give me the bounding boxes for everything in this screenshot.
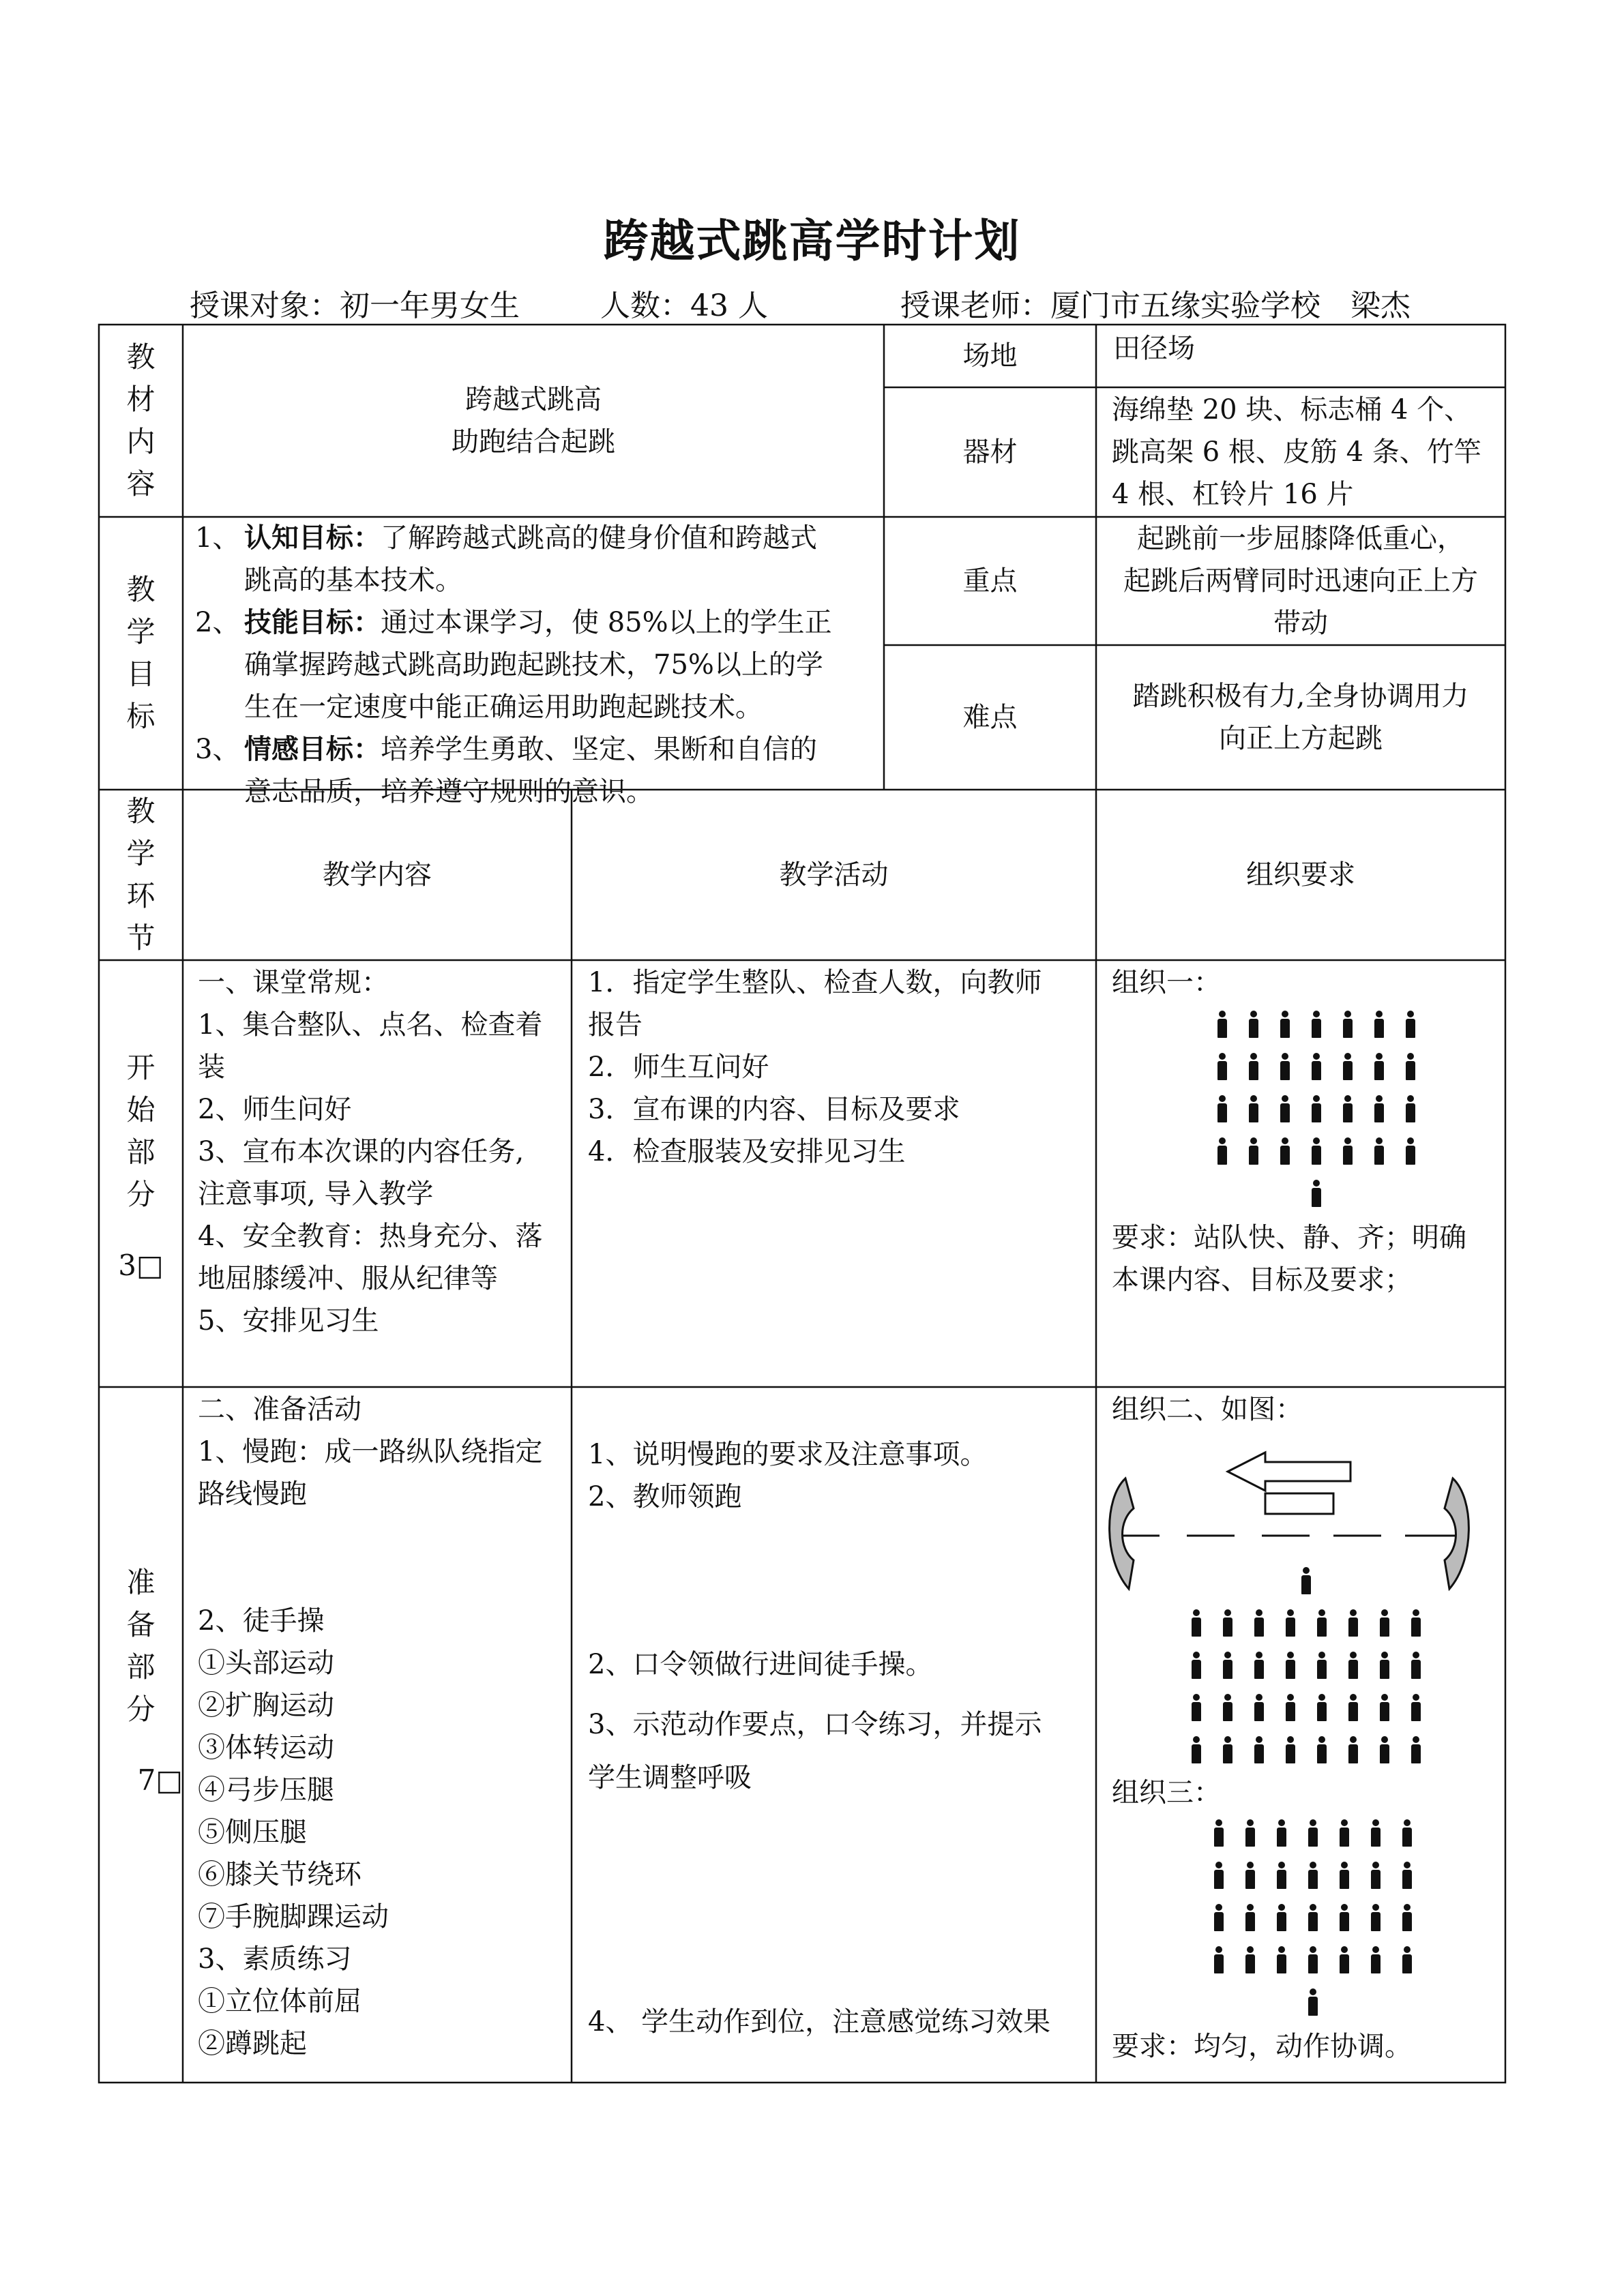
student-icon: [1306, 1694, 1338, 1723]
student-icon: [1266, 1904, 1297, 1933]
class-target: 授课对象：初一年男女生: [190, 288, 520, 323]
key-label: 重点: [962, 565, 1018, 597]
student-icon: [1269, 1053, 1301, 1082]
student-icon: [1395, 1011, 1426, 1039]
student-icon: [1203, 1946, 1235, 1975]
student-icon: [1297, 1819, 1329, 1848]
student-icon: [1400, 1652, 1432, 1680]
student-icon: [1275, 1694, 1306, 1723]
student-icon: [1400, 1694, 1432, 1723]
arrow-left-icon: [1228, 1452, 1350, 1491]
student-icon: [1238, 1137, 1269, 1166]
student-icon: [1306, 1609, 1338, 1638]
org1-requirement: 要求：站队快、静、齐；明确 本课内容、目标及要求；: [1112, 1222, 1466, 1296]
student-icon: [1338, 1652, 1369, 1680]
difficulty-points: 踏跳积极有力,全身协调用力 向正上方起跳: [1132, 681, 1469, 754]
student-icon: [1301, 1095, 1332, 1124]
student-icon: [1212, 1694, 1243, 1723]
student-icon: [1275, 1609, 1306, 1638]
column-org: 组织要求: [1246, 859, 1355, 891]
prep-activity-practice: 4、 学生动作到位，注意感觉练习效果: [588, 2006, 1051, 2038]
prep-activity-jog: 1、说明慢跑的要求及注意事项。 2、教师领跑: [588, 1439, 988, 1512]
org3-formation: [1187, 1819, 1439, 2017]
turn-arrow-right-icon: [1445, 1478, 1468, 1589]
student-icon: [1235, 1862, 1266, 1890]
goals-label: 教 学 目 标: [126, 573, 156, 733]
student-icon: [1181, 1652, 1212, 1680]
student-icon: [1297, 1988, 1329, 2017]
venue-value: 田径场: [1113, 333, 1195, 364]
prep-activity-demo: 3、示范动作要点，口令练习，并提示 学生调整呼吸: [588, 1709, 1042, 1793]
student-icon: [1203, 1904, 1235, 1933]
page-title: 跨越式跳高学时计划: [603, 214, 1021, 267]
student-icon: [1360, 1904, 1391, 1933]
student-icon: [1306, 1652, 1338, 1680]
student-icon: [1369, 1652, 1400, 1680]
student-icon: [1275, 1652, 1306, 1680]
prep-time: 7□: [137, 1763, 183, 1797]
column-activity: 教学活动: [779, 859, 889, 891]
student-icon: [1329, 1819, 1360, 1848]
org1-formation: [1200, 1011, 1432, 1208]
venue-label: 场地: [962, 340, 1018, 372]
student-icon: [1400, 1736, 1432, 1765]
goals-list: [195, 517, 877, 807]
student-icon: [1400, 1609, 1432, 1638]
student-icon: [1269, 1137, 1301, 1166]
teacher-name: 授课老师：厦门市五缘实验学校 梁杰: [900, 288, 1411, 323]
material-label: 教 材 内 容: [126, 340, 156, 501]
student-icon: [1243, 1609, 1275, 1638]
student-icon: [1301, 1180, 1332, 1208]
student-icon: [1395, 1137, 1426, 1166]
student-icon: [1369, 1694, 1400, 1723]
student-icon: [1207, 1011, 1238, 1039]
student-icon: [1243, 1694, 1275, 1723]
student-icon: [1332, 1011, 1363, 1039]
student-icon: [1243, 1736, 1275, 1765]
student-icon: [1329, 1904, 1360, 1933]
student-icon: [1297, 1904, 1329, 1933]
org2-formation: [1170, 1567, 1443, 1765]
key-points: 起跳前一步屈膝降低重心， 起跳后两臂同时迅速向正上方 带动: [1123, 523, 1478, 639]
student-icon: [1391, 1862, 1423, 1890]
org2-title: 组织二、如图：: [1112, 1394, 1303, 1425]
student-icon: [1329, 1946, 1360, 1975]
student-icon: [1235, 1819, 1266, 1848]
org3-title: 组织三：: [1112, 1777, 1221, 1808]
equipment-list: 海绵垫 20 块、标志桶 4 个、 跳高架 6 根、皮筋 4 条、竹竿 4 根、杠铃片 16 片: [1112, 394, 1481, 510]
student-icon: [1360, 1862, 1391, 1890]
student-icon: [1275, 1736, 1306, 1765]
student-icon: [1207, 1137, 1238, 1166]
phase-label: 教 学 环 节: [126, 794, 156, 955]
student-icon: [1391, 1904, 1423, 1933]
student-icon: [1369, 1609, 1400, 1638]
student-icon: [1301, 1011, 1332, 1039]
goal-cognitive: 1、 认知目标：了解跨越式跳高的健身价值和跨越式 跳高的基本技术。: [195, 522, 817, 596]
student-icon: [1207, 1053, 1238, 1082]
student-icon: [1360, 1946, 1391, 1975]
student-icon: [1369, 1736, 1400, 1765]
student-icon: [1363, 1053, 1395, 1082]
column-content: 教学内容: [323, 859, 432, 891]
start-activity: 1．指定学生整队、检查人数，向教师 报告 2．师生互问好 3．宣布课的内容、目标及要求 4．检查服装及安排见习生: [588, 967, 1042, 1167]
org-requirement: 要求：均匀，动作协调。: [1112, 2031, 1412, 2062]
student-icon: [1212, 1652, 1243, 1680]
student-icon: [1203, 1862, 1235, 1890]
student-icon: [1363, 1095, 1395, 1124]
student-icon: [1332, 1053, 1363, 1082]
student-icon: [1297, 1946, 1329, 1975]
student-icon: [1290, 1567, 1322, 1596]
student-icon: [1181, 1736, 1212, 1765]
difficulty-label: 难点: [962, 702, 1018, 733]
student-icon: [1332, 1095, 1363, 1124]
student-icon: [1181, 1694, 1212, 1723]
student-icon: [1332, 1137, 1363, 1166]
student-icon: [1207, 1095, 1238, 1124]
student-icon: [1212, 1736, 1243, 1765]
prep-label: 准 备 部 分 7□: [99, 1562, 183, 1787]
student-icon: [1238, 1053, 1269, 1082]
student-icon: [1391, 1946, 1423, 1975]
student-icon: [1301, 1137, 1332, 1166]
student-icon: [1329, 1862, 1360, 1890]
start-content: 一、课堂常规： 1、集合整队、点名、检查着 装 2、师生问好 3、宣布本次课的内容任务, 注意事项, 导入教学 4、安全教育：热身充分、落 地屈膝缓冲、服从纪律等 5、安排见习生: [198, 967, 543, 1337]
student-icon: [1395, 1053, 1426, 1082]
teacher-marker: [1265, 1493, 1333, 1514]
student-icon: [1338, 1609, 1369, 1638]
material-content: 跨越式跳高 助跑结合起跳: [452, 384, 615, 458]
student-icon: [1181, 1609, 1212, 1638]
org1-title: 组织一：: [1112, 967, 1221, 998]
student-icon: [1269, 1095, 1301, 1124]
student-icon: [1363, 1011, 1395, 1039]
student-icon: [1301, 1053, 1332, 1082]
student-icon: [1391, 1819, 1423, 1848]
student-icon: [1269, 1011, 1301, 1039]
student-icon: [1363, 1137, 1395, 1166]
student-icon: [1212, 1609, 1243, 1638]
goal-skill: 2、 技能目标：通过本课学习，使 85%以上的学生正 确掌握跨越式跳高助跑起跳技术，75%以上的学 生在一定速度中能正确运用助跑起跳技术。: [195, 606, 832, 723]
start-time: 3□: [118, 1249, 164, 1282]
student-icon: [1297, 1862, 1329, 1890]
prep-content-exercises: 2、徒手操 ①头部运动 ②扩胸运动 ③体转运动 ④弓步压腿 ⑤侧压腿 ⑥膝关节绕环 ⑦手腕脚踝运动 3、素质练习 ①立位体前屈 ②蹲跳起: [198, 1605, 389, 2059]
student-icon: [1266, 1819, 1297, 1848]
turn-arrow-left-icon: [1110, 1478, 1134, 1589]
student-icon: [1238, 1095, 1269, 1124]
student-icon: [1235, 1946, 1266, 1975]
student-icon: [1235, 1904, 1266, 1933]
student-icon: [1243, 1652, 1275, 1680]
student-count: 人数：43 人: [600, 288, 768, 323]
start-label: 开 始 部 分 3□: [99, 1047, 183, 1320]
equipment-label: 器材: [962, 436, 1018, 468]
student-icon: [1306, 1736, 1338, 1765]
student-icon: [1395, 1095, 1426, 1124]
prep-content-jog: 二、准备活动 1、慢跑：成一路纵队绕指定 路线慢跑: [198, 1394, 543, 1510]
student-icon: [1266, 1946, 1297, 1975]
prep-activity-drill: 2、口令领做行进间徒手操。: [588, 1649, 933, 1680]
student-icon: [1203, 1819, 1235, 1848]
student-icon: [1238, 1011, 1269, 1039]
student-icon: [1360, 1819, 1391, 1848]
student-icon: [1338, 1736, 1369, 1765]
student-icon: [1338, 1694, 1369, 1723]
student-icon: [1266, 1862, 1297, 1890]
goal-emotion: 3、 情感目标：培养学生勇敢、坚定、果断和自信的 意志品质，培养遵守规则的意识。: [195, 733, 817, 807]
